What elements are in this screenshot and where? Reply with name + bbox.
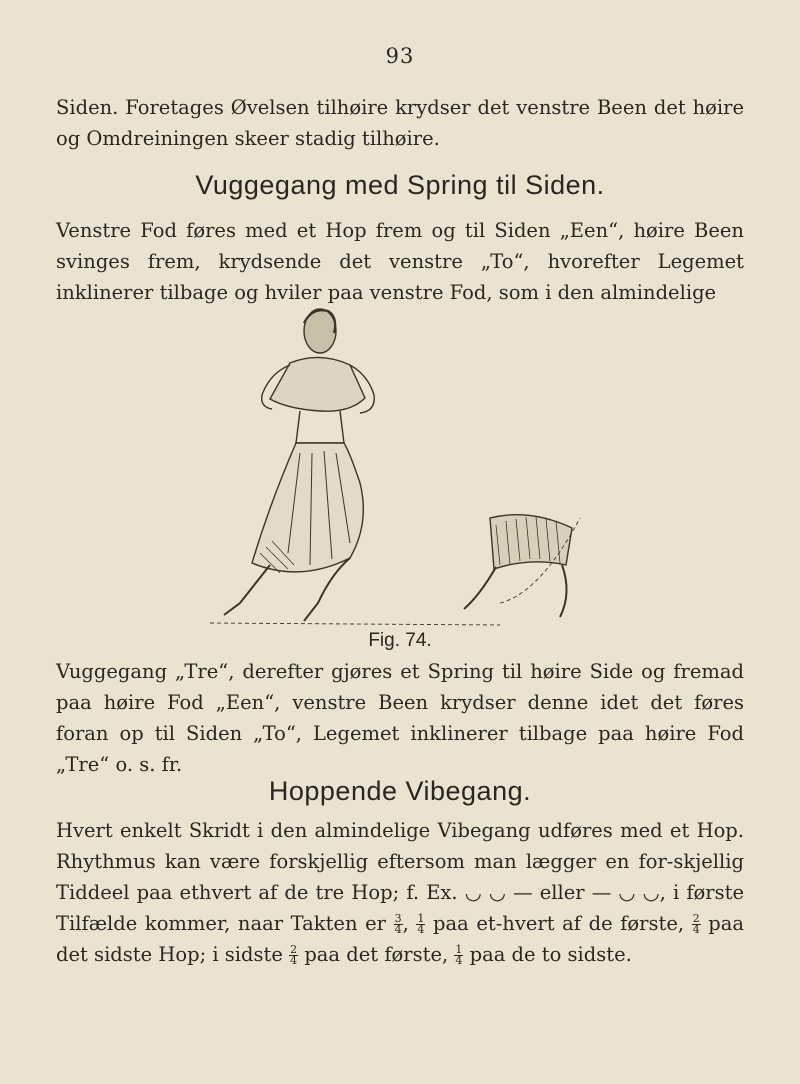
dancer-support-leg [224,565,270,615]
fraction-two-quarters-a: $\frac{2}{4}$ [692,912,700,936]
fraction-one-quarter: $\frac{1}{4}$ [417,912,425,936]
hoppende-text-5: paa de to sidste. [469,943,632,966]
top-paragraph: Siden. Foretages Øvelsen tilhøire krydser det venstre Been det høire og Omdreiningen skeer stadig tilhøire. [56,96,744,150]
dancer-skirt [252,443,363,572]
hoppende-text-3: paa det sidste Hop; i sidste [56,912,745,966]
figure-illustration [200,303,600,633]
dancer-illustration [200,303,600,633]
section-paragraph-continued: Vuggegang „Tre“, derefter gjøres et Spring til høire Side og fremad paa høire Fod „Een“, venstre Been krydser denne idet det føres foran op til Siden „To“, Legemet inklinerer tilbage paa høire Fod „Tre“ o. s. fr. [56,660,744,776]
figure-caption: Fig. 74. [368,630,432,651]
section-paragraph-hoppende: Hvert enkelt Skridt i den almindelige Vibegang udføres med et Hop. Rhythmus kan være forskjellig eftersom man lægger en for-skjellig Tiddeel paa ethvert af de tre Hop; f. Ex. ◡ ◡ — eller — ◡ ◡, i første Tilfælde kommer, naar Takten er $\frac{3}{4}$ , $\frac{1}{4}$ paa et-hvert af de første, $\frac{2}{4}$ paa det sidste Hop; i sidste $\frac{2}{4}$ paa det første, $\frac{1}{4}$ paa de to sidste. [56,819,745,967]
section-paragraph-vuggegang: Venstre Fod føres med et Hop frem og til Siden „Een“, høire Been svinges frem, krydsende det venstre „To“, hvorefter Legemet inklinerer tilbage og hviler paa venstre Fod, som i den almindelige [56,219,744,304]
page-number: 93 [385,44,415,68]
fraction-two-quarters-b: $\frac{2}{4}$ [290,943,298,967]
second-figure-leg-left [464,567,496,609]
section-heading-hoppende: Hoppende Vibegang. [268,776,532,806]
hoppende-text-1: Hvert enkelt Skridt i den almindelige Vibegang udføres med et Hop. Rhythmus kan være forskjellig eftersom man lægger en for-skjellig Tiddeel paa ethvert af de tre Hop; f. Ex. ◡ ◡ — eller — ◡ ◡, i første Tilfælde kommer, naar Takten er [56,819,744,935]
hoppende-text-4: paa det første, [304,943,449,966]
second-figure-leg-right [560,565,567,617]
hoppende-text-2: paa et-hvert af de første, [433,912,685,935]
dancer-bodice [296,411,344,443]
section-heading-vuggegang: Vuggegang med Spring til Siden. [195,170,605,200]
fraction-one-quarter-b: $\frac{1}{4}$ [455,943,463,967]
fraction-three-quarters: $\frac{3}{4}$ [394,912,402,936]
